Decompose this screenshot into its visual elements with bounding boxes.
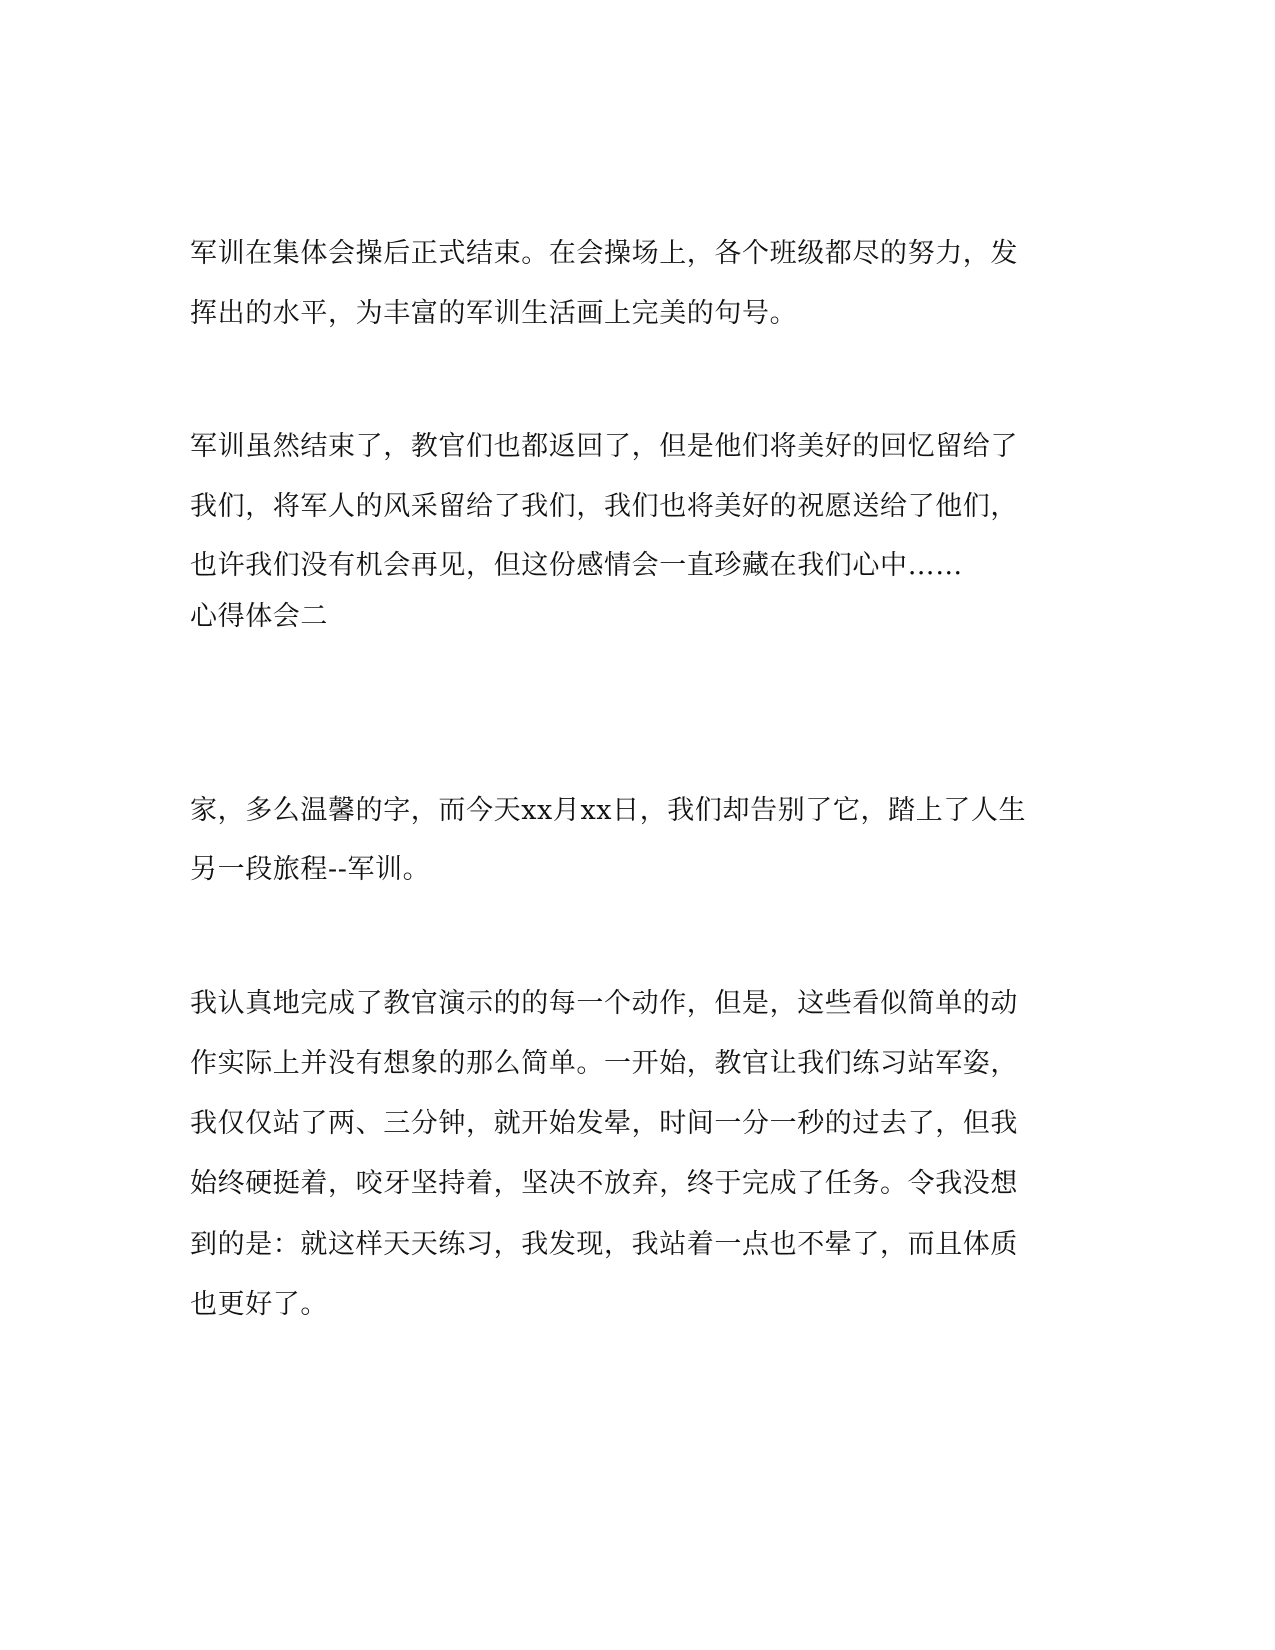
paragraph-3-line-1: 家，多么温馨的字，而今天xx月xx日，我们却告别了它，踏上了人生 bbox=[190, 795, 1027, 826]
paragraph-4-line-4: 始终硬挺着，咬牙坚持着，坚决不放弃，终于完成了任务。令我没想 bbox=[190, 1168, 1018, 1199]
paragraph-2-line-1: 军训虽然结束了，教官们也都返回了，但是他们将美好的回忆留给了 bbox=[190, 431, 1018, 462]
paragraph-4-line-3: 我仅仅站了两、三分钟，就开始发晕，时间一分一秒的过去了，但我 bbox=[190, 1108, 1018, 1139]
paragraph-4-line-1: 我认真地完成了教官演示的的每一个动作，但是，这些看似简单的动 bbox=[190, 988, 1018, 1019]
paragraph-4-line-6: 也更好了。 bbox=[190, 1289, 328, 1320]
paragraph-1-line-2: 挥出的水平，为丰富的军训生活画上完美的句号。 bbox=[190, 298, 798, 329]
paragraph-1-line-1: 军训在集体会操后正式结束。在会操场上，各个班级都尽的努力，发 bbox=[190, 238, 1018, 269]
paragraph-4-line-2: 作实际上并没有想象的那么简单。一开始，教官让我们练习站军姿， bbox=[190, 1048, 1018, 1079]
paragraph-2-line-2: 我们，将军人的风采留给了我们，我们也将美好的祝愿送给了他们， bbox=[190, 491, 1018, 522]
section-heading: 心得体会二 bbox=[190, 601, 328, 632]
paragraph-4-line-5: 到的是：就这样天天练习，我发现，我站着一点也不晕了，而且体质 bbox=[190, 1229, 1018, 1260]
paragraph-3-line-2: 另一段旅程--军训。 bbox=[190, 854, 431, 885]
paragraph-2-line-3: 也许我们没有机会再见，但这份感情会一直珍藏在我们心中…… bbox=[190, 550, 963, 581]
